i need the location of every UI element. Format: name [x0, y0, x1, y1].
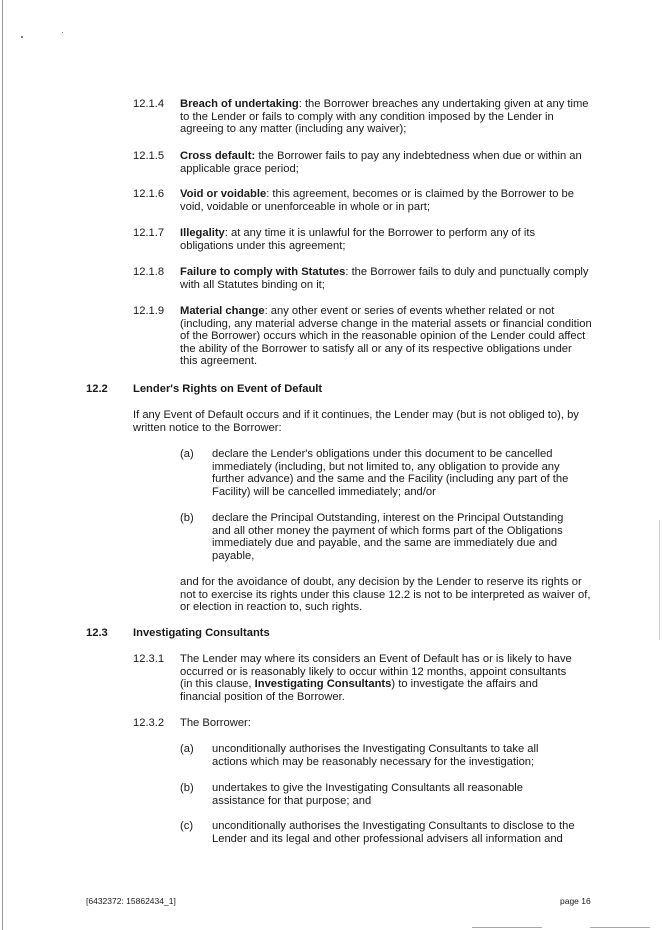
item-text: undertakes to give the Investigating Consultants all reasonable assistance for that purpose; and [212, 782, 523, 807]
scan-edge [590, 927, 650, 928]
clause-text: Material change: any other event or series of events whether related or not (including, any material adverse change in the material assets or financial condition of the Borrower) occurs which in the reasonable opinion of the Lender could affect the ability of the Borrower to satisfy all or any of its respective obligations under this agreement. [180, 305, 592, 368]
section-heading: Investigating Consultants [133, 627, 270, 639]
clause-text: The Lender may where its considers an Event of Default has or is likely to have occurred or is reasonably likely to occur within 12 months, appoint consultants (in this clause, Investigating Consultants) to investigate the affairs and financial position of the Borrower. [180, 653, 572, 703]
item-text: declare the Principal Outstanding, interest on the Principal Outstanding and all other money the payment of which forms part of the Obligations immediately due and payable, and the same are immediately due and payable, [212, 512, 564, 562]
section-number: 12.2 [86, 383, 108, 395]
item-text: unconditionally authorises the Investigating Consultants to disclose to the Lender and its legal and other professional advisers all information and [212, 820, 575, 845]
clause-number: 12.3.1 [133, 653, 165, 665]
clause-number: 12.1.7 [133, 227, 165, 239]
scan-edge [472, 927, 542, 928]
item-label: (b) [180, 782, 194, 794]
scan-edge [659, 520, 660, 640]
section-heading: Lender's Rights on Event of Default [133, 383, 323, 395]
page-number: page 16 [560, 896, 591, 906]
clause-text: Breach of undertaking: the Borrower breaches any undertaking given at any time to the Lender or fails to comply with any condition imposed by the Lender in agreeing to any matter (including any waiver); [180, 98, 589, 136]
section-number: 12.3 [86, 627, 108, 639]
clause-number: 12.3.2 [133, 717, 165, 729]
document-reference: [6432372: 15862434_1] [86, 896, 176, 906]
clause-text: Void or voidable: this agreement, becomes or is claimed by the Borrower to be void, voidable or unenforceable in whole or in part; [180, 188, 575, 213]
clause-number: 12.1.9 [133, 305, 165, 317]
clause-number: 12.1.5 [133, 150, 165, 162]
clause-text: The Borrower: [180, 717, 251, 729]
section-intro: If any Event of Default occurs and if it continues, the Lender may (but is not obliged to), by written notice to the Borrower: [133, 409, 579, 434]
clause-text: Illegality: at any time it is unlawful for the Borrower to perform any of its obligations under this agreement; [180, 227, 536, 252]
item-text: declare the Lender's obligations under this document to be cancelled immediately (including, but not limited to, any obligation to provide any further advance) and the same and the Facility (including any part of the Facility) will be cancelled immediately; and/or [212, 448, 569, 498]
scan-speck [21, 36, 23, 38]
scan-speck [62, 32, 63, 33]
item-label: (c) [180, 820, 194, 832]
item-text: unconditionally authorises the Investigating Consultants to take all actions which may be reasonably necessary for the investigation; [212, 743, 539, 768]
item-label: (b) [180, 512, 194, 524]
section-closing: and for the avoidance of doubt, any decision by the Lender to reserve its rights or not to exercise its rights under this clause 12.2 is not to be interpreted as waiver of, or election in reaction to, such rights. [180, 576, 591, 614]
scan-edge [2, 0, 3, 930]
clause-number: 12.1.4 [133, 98, 165, 110]
clause-text: Failure to comply with Statutes: the Borrower fails to duly and punctually comply with all Statutes binding on it; [180, 266, 589, 291]
clause-number: 12.1.6 [133, 188, 165, 200]
item-label: (a) [180, 743, 194, 755]
clause-number: 12.1.8 [133, 266, 165, 278]
clause-text: Cross default: the Borrower fails to pay any indebtedness when due or within an applicable grace period; [180, 150, 582, 175]
item-label: (a) [180, 448, 194, 460]
